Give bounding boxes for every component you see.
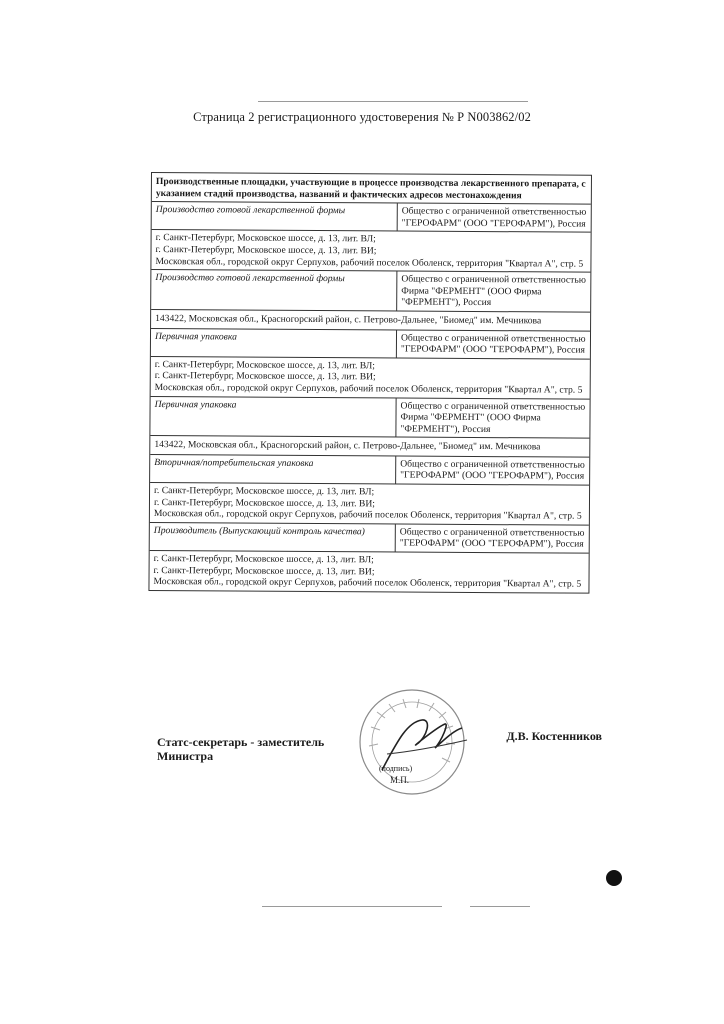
- production-stage: Первичная упаковка: [151, 329, 397, 358]
- table-title: Производственные площадки, участвующие в процессе производства лекарственного препарата, с указанием стадий производства, названий и фактических адресов местонахождения: [152, 173, 591, 205]
- scan-artifact-bottom-2: [470, 906, 530, 907]
- official-stamp-icon: [337, 682, 487, 802]
- table-row: [150, 523, 589, 554]
- page-title: Страница 2 регистрационного удостоверения № Р N003862/02: [193, 110, 531, 124]
- site-address: г. Санкт-Петербург, Московское шоссе, д. 13, лит. ВЛ; г. Санкт-Петербург, Московское шоссе, д. 13, лит. ВИ; Московская обл., городской округ Серпухов, рабочий поселок Оболенск, территория "Квартал А", стр. 5: [151, 230, 590, 272]
- company-name: Общество с ограниченной ответственностью Фирма "ФЕРМЕНТ" (ООО Фирма "ФЕРМЕНТ"), Россия: [400, 400, 586, 435]
- site-address: г. Санкт-Петербург, Московское шоссе, д. 13, лит. ВЛ; г. Санкт-Петербург, Московское шоссе, д. 13, лит. ВИ; Московская обл., городской округ Серпухов, рабочий поселок Оболенск, территория "Квартал А", стр. 5: [151, 357, 590, 399]
- scan-artifact-bottom: [262, 906, 442, 907]
- signature-block: [157, 727, 602, 827]
- site-address: 143422, Московская обл., Красногорский район, с. Петрово-Дальнее, "Биомед" им. Мечникова: [151, 310, 590, 331]
- signer-name: Д.В. Костенников: [506, 729, 602, 743]
- production-stage: Вторичная/потребительская упаковка: [150, 455, 396, 484]
- signature-caption: (подпись): [379, 764, 413, 773]
- company-name: Общество с ограниченной ответственностью "ГЕРОФАРМ" (ООО "ГЕРОФАРМ"), Россия: [400, 332, 586, 356]
- table-row: [151, 329, 590, 360]
- production-stage: Первичная упаковка: [150, 397, 396, 437]
- production-stage: Производство готовой лекарственной формы: [152, 202, 398, 231]
- site-address: г. Санкт-Петербург, Московское шоссе, д. 13, лит. ВЛ; г. Санкт-Петербург, Московское шоссе, д. 13, лит. ВИ; Московская обл., городской округ Серпухов, рабочий поселок Оболенск, территория "Квартал А", стр. 5: [150, 483, 589, 525]
- table-row: [150, 397, 589, 439]
- company-name: Общество с ограниченной ответственностью "ГЕРОФАРМ" (ООО "ГЕРОФАРМ"), Россия: [400, 458, 585, 483]
- company-name: Общество с ограниченной ответственностью "ГЕРОФАРМ" (ООО "ГЕРОФАРМ"), Россия: [399, 526, 585, 551]
- table-row: [152, 202, 591, 233]
- site-address: г. Санкт-Петербург, Московское шоссе, д. 13, лит. ВЛ; г. Санкт-Петербург, Московское шоссе, д. 13, лит. ВИ; Московская обл., городской округ Серпухов, рабочий поселок Оболенск, территория "Квартал А", стр. 5: [153, 553, 582, 590]
- production-stage: Производство готовой лекарственной формы: [151, 270, 397, 310]
- company-name: Общество с ограниченной ответственностью "ГЕРОФАРМ" (ООО "ГЕРОФАРМ"), Россия: [401, 205, 587, 230]
- site-address: 143422, Московская обл., Красногорский район, с. Петрово-Дальнее, "Биомед" им. Мечникова: [150, 436, 589, 457]
- manufacturing-sites-table: [148, 172, 592, 593]
- table-row: [151, 270, 590, 312]
- stamp-place-caption: М.П.: [390, 775, 410, 785]
- punch-hole-mark: [606, 870, 622, 886]
- company-name: Общество с ограниченной ответственностью Фирма "ФЕРМЕНТ" (ООО Фирма "ФЕРМЕНТ"), Россия: [401, 273, 586, 309]
- production-stage: Производитель (Выпускающий контроль качества): [150, 523, 396, 552]
- table-row: [150, 455, 589, 486]
- signer-position: Статс-секретарь - заместитель Министра: [157, 735, 325, 763]
- scan-artifact-top: [258, 101, 528, 102]
